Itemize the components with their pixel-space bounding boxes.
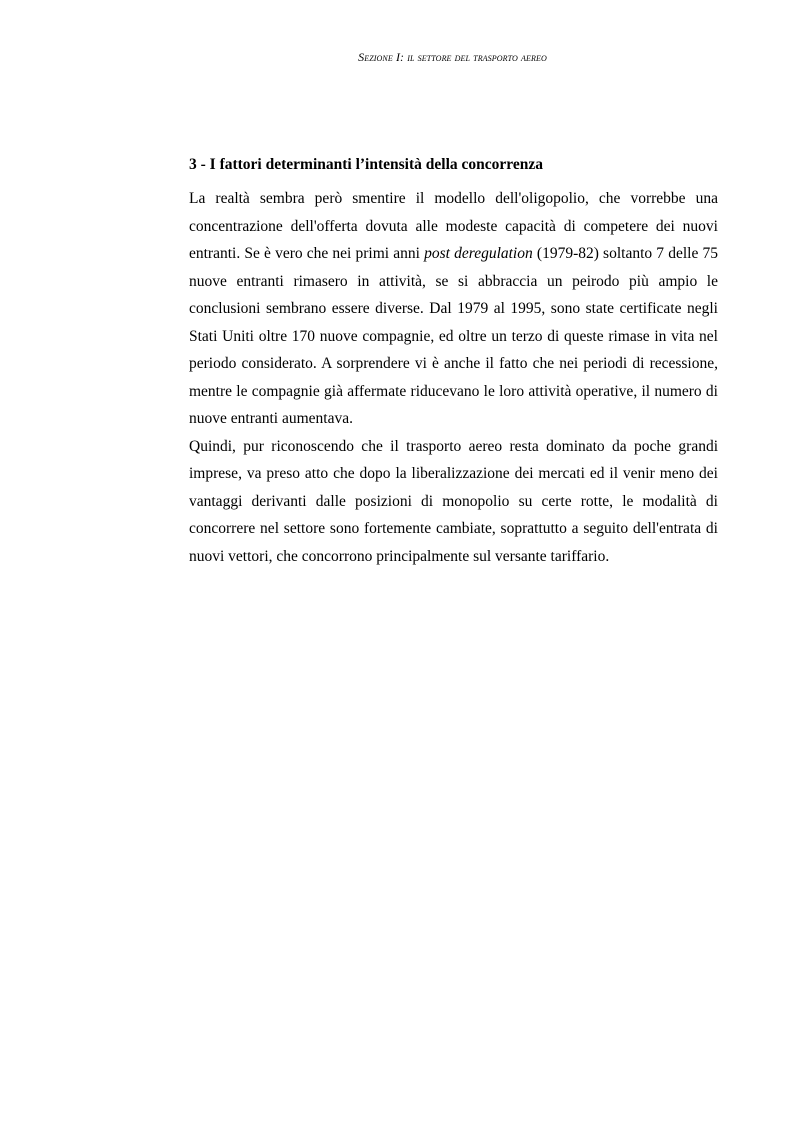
- paragraph-2: Quindi, pur riconoscendo che il trasporto aereo resta dominato da poche grandi imprese, va preso atto che dopo la liberalizzazione dei mercati ed il venir meno dei vantaggi derivanti dalle posizioni di monopolio su certe rotte, le modalità di concorrere nel settore sono fortemente cambiate, soprattutto a seguito dell'entrata di nuovi vettori, che concorrono principalmente sul versante tariffario.: [189, 437, 718, 565]
- running-header: Sezione I: il settore del trasporto aereo: [358, 50, 547, 64]
- paragraph-1-italic-term: post deregulation: [424, 245, 533, 262]
- section-heading: 3 - I fattori determinanti l’intensità della concorrenza: [189, 156, 543, 173]
- paragraph-1-text-a: La realtà sembra però smentire il modello dell'oligopolio, che vorrebbe una concentrazione dell'offerta dovuta alle modeste capacità di competere dei nuovi entranti. Se è vero che nei primi anni: [189, 190, 718, 262]
- paragraph-1-text-b: (1979-82) soltanto 7 delle 75 nuove entranti rimasero in attività, se si abbraccia un peirodo più ampio le conclusioni sembrano essere diverse. Dal 1979 al 1995, sono state certificate negli Stati Uniti oltre 170 nuove compagnie, ed oltre un terzo di queste rimase in vita nel periodo considerato. A sorprendere vi è anche il fatto che nei periodi di recessione, mentre le compagnie già affermate riducevano le loro attività operative, il numero di nuove entranti aumentava.: [189, 245, 718, 427]
- paragraph-1: [189, 185, 718, 433]
- page-content: [189, 154, 718, 570]
